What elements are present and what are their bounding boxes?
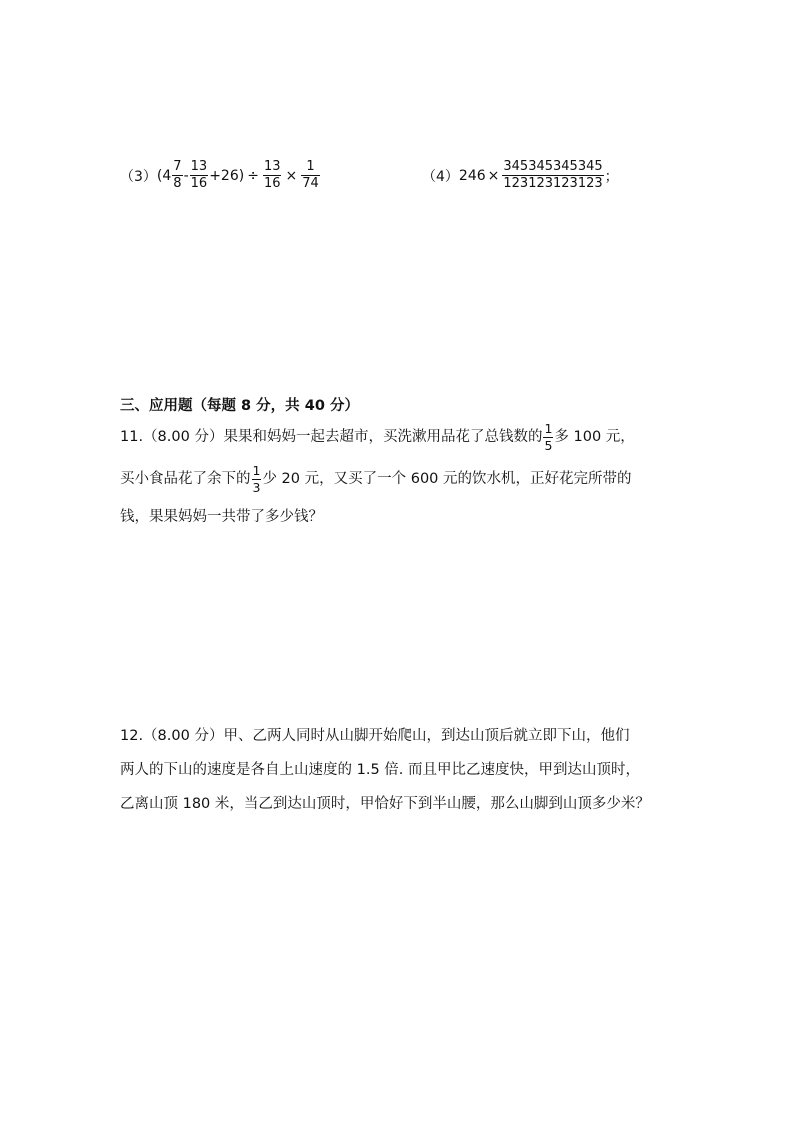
denominator: 3 (252, 479, 261, 495)
denominator: 74 (302, 176, 319, 192)
numerator: 13 (263, 159, 281, 174)
times-sign: × (487, 167, 500, 184)
question-11-text-a: 11.（8.00 分）果果和妈妈一起去超市，买洗漱用品花了总钱数的 (120, 429, 543, 445)
fraction-1-3 (252, 464, 262, 495)
question-12-line-2 (120, 753, 650, 787)
question-12-text-2: 两人的下山的速度是各自上山速度的 1.5 倍. 而且甲比乙速度快，甲到达山顶时， (120, 762, 640, 778)
question-11 (120, 420, 635, 534)
fraction-large (502, 160, 603, 192)
exercise-3-label: （3） (120, 168, 157, 185)
question-11-text-b: 多 100 元， (554, 429, 635, 445)
exercise-4 (422, 160, 619, 192)
question-12-line-1 (120, 719, 650, 753)
denominator: 8 (173, 176, 182, 192)
question-11-line-2 (120, 462, 635, 496)
numerator: 345345345345 (503, 159, 603, 174)
minus-sign: - (183, 167, 189, 184)
question-12 (120, 719, 650, 821)
divide-sign: ÷ (247, 167, 259, 184)
numerator: 7 (173, 159, 182, 174)
numerator: 1 (252, 462, 261, 478)
exercise-3 (120, 160, 321, 192)
numerator: 13 (190, 159, 208, 174)
question-11-line-3 (120, 500, 635, 534)
fraction-1-74 (301, 160, 320, 192)
question-12-line-3 (120, 787, 650, 821)
fraction-13-16-a (190, 160, 209, 192)
fraction-7-8 (172, 160, 182, 192)
question-12-text-3: 乙离山顶 180 米，当乙到达山顶时，甲恰好下到半山腰，那么山脚到山顶多少米？ (120, 796, 650, 812)
denominator: 16 (190, 176, 208, 192)
plus-26: +26) (209, 167, 245, 184)
question-11-line-1 (120, 420, 635, 454)
question-12-text-1: 12.（8.00 分）甲、乙两人同时从山脚开始爬山，到达山顶后就立即下山，他们 (120, 728, 630, 744)
lead-number: 246 (458, 167, 486, 184)
denominator: 123123123123 (503, 176, 603, 192)
numerator: 1 (544, 420, 553, 436)
fraction-13-16-b (263, 160, 282, 192)
open-paren-four: (4 (156, 167, 172, 184)
numerator: 1 (306, 159, 315, 174)
question-11-text-c: 买小食品花了余下的 (120, 471, 251, 487)
section-3-title: 三、应用题（每题 8 分，共 40 分） (120, 398, 359, 414)
semicolon: ； (604, 168, 619, 185)
fraction-1-5 (543, 422, 553, 453)
exercise-4-label: （4） (422, 168, 459, 185)
question-11-text-d: 少 20 元，又买了一个 600 元的饮水机，正好花完所带的 (262, 471, 632, 487)
denominator: 16 (263, 176, 281, 192)
denominator: 5 (544, 437, 553, 453)
times-sign: × (285, 167, 298, 184)
question-11-text-e: 钱，果果妈妈一共带了多少钱？ (120, 509, 323, 525)
